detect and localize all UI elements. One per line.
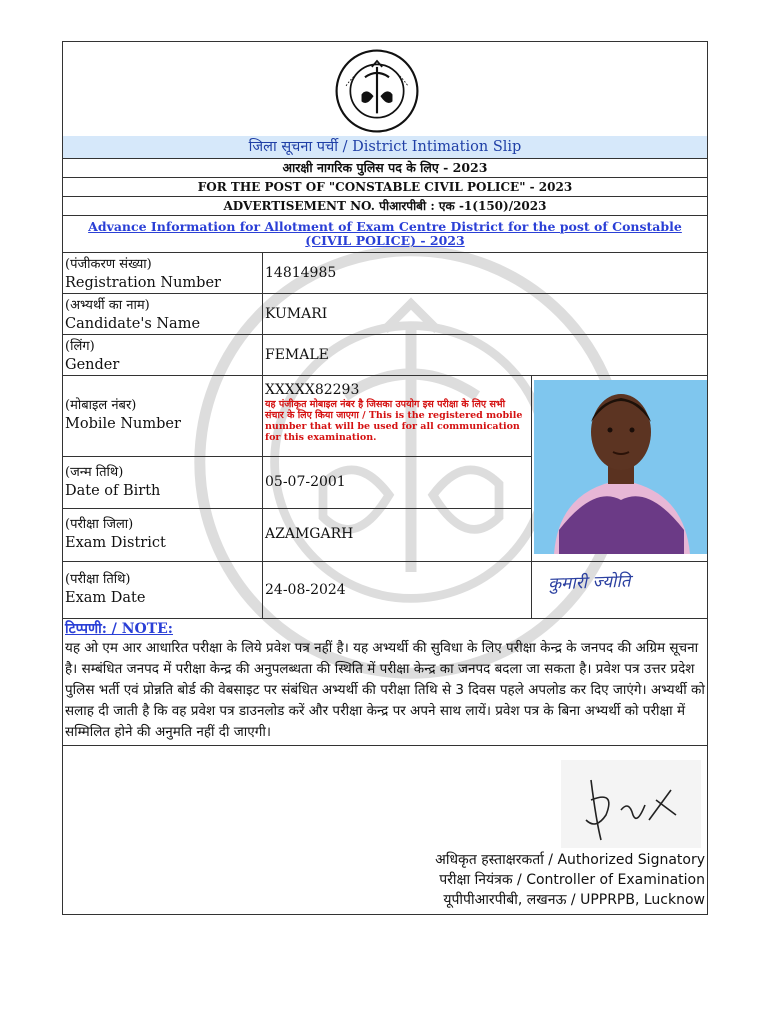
mobile-note: यह पंजीकृत मोबाइल नंबर है जिसका उपयोग इस परीक्षा के लिए सभी संचार के लिए किया जाएगा / This is the registered mobile number that will be used for all communication for this examination.	[265, 399, 523, 443]
gender-label	[63, 335, 263, 376]
exam-date-label	[63, 562, 263, 619]
district-label	[63, 509, 263, 562]
district-label-en: Exam District	[65, 535, 166, 551]
mobile-label-en: Mobile Number	[65, 416, 181, 432]
exam-date-label-en: Exam Date	[65, 590, 146, 606]
registration-label	[63, 253, 263, 294]
dob-label-hi: (जन्म तिथि)	[65, 465, 124, 480]
logo-area	[63, 42, 707, 137]
registration-label-en: Registration Number	[65, 275, 221, 291]
mobile-cell	[263, 376, 531, 457]
signatory-line1: अधिकृत हस्ताक्षरकर्ता / Authorized Signatory	[435, 852, 705, 868]
registration-label-hi: (पंजीकरण संख्या)	[65, 257, 152, 272]
mobile-value: XXXXX82293	[265, 382, 360, 398]
name-label-hi: (अभ्यर्थी का नाम)	[65, 298, 150, 313]
district-label-hi: (परीक्षा जिला)	[65, 517, 134, 532]
mobile-label	[63, 376, 263, 457]
exam-date-value: 24-08-2024	[263, 562, 531, 619]
exam-date-label-hi: (परीक्षा तिथि)	[65, 572, 131, 587]
note-heading: टिप्पणी: / NOTE:	[65, 621, 173, 637]
signatory-line2: परीक्षा नियंत्रक / Controller of Examination	[439, 872, 705, 888]
advertisement-number: ADVERTISEMENT NO. पीआरपीबी : एक -1(150)/2023	[63, 197, 707, 216]
intimation-slip	[62, 41, 708, 915]
mobile-label-hi: (मोबाइल नंबर)	[65, 398, 137, 413]
upprpb-logo-icon	[334, 48, 420, 134]
district-value: AZAMGARH	[263, 509, 531, 562]
candidate-photo	[534, 380, 708, 554]
post-hindi: आरक्षी नागरिक पुलिस पद के लिए - 2023	[63, 159, 707, 178]
gender-label-hi: (लिंग)	[65, 339, 95, 354]
advance-info-link[interactable]: Advance Information for Allotment of Exam Centre District for the post of Constable (CIVIL POLICE) - 2023	[63, 216, 707, 253]
registration-value: 14814985	[263, 253, 708, 294]
note-section	[63, 619, 707, 746]
name-value: KUMARI	[263, 294, 708, 335]
photo-cell	[531, 376, 708, 562]
slip-title: जिला सूचना पर्ची / District Intimation Slip	[63, 136, 707, 159]
authorized-signature-icon	[561, 760, 701, 848]
note-body: यह ओ एम आर आधारित परीक्षा के लिये प्रवेश पत्र नहीं है। यह अभ्यर्थी की सुविधा के लिए परीक्षा केन्द्र के जनपद की अग्रिम सूचना है। सम्बंधित जनपद में परीक्षा केन्द्र की अनुपलब्धता की स्थिति में परीक्षा केन्द्र का जनपद बदला जा सकता है। प्रवेश पत्र उत्तर प्रदेश पुलिस भर्ती एवं प्रोन्नति बोर्ड की वेबसाइट पर संबंधित अभ्यर्थी की परीक्षा तिथि से 3 दिवस पहले अपलोड कर दिए जाएंगे। अभ्यर्थी को सलाह दी जाती है कि वह प्रवेश पत्र डाउनलोड करें और परीक्षा केन्द्र पर अपने साथ लायें। प्रवेश पत्र के बिना अभ्यर्थी को परीक्षा में सम्मिलित होने की अनुमति नहीं दी जाएगी।	[65, 640, 705, 740]
candidate-signature-cell	[531, 562, 708, 619]
dob-label	[63, 457, 263, 509]
signatory-line3: यूपीपीआरपीबी, लखनऊ / UPPRPB, Lucknow	[443, 892, 705, 908]
post-english: FOR THE POST OF "CONSTABLE CIVIL POLICE" - 2023	[63, 178, 707, 197]
name-label-en: Candidate's Name	[65, 316, 201, 332]
signatory-block	[435, 850, 705, 910]
dob-value: 05-07-2001	[263, 457, 531, 509]
candidate-signature: कुमारी ज्योति	[547, 571, 631, 595]
name-label	[63, 294, 263, 335]
gender-label-en: Gender	[65, 357, 120, 373]
gender-value: FEMALE	[263, 335, 708, 376]
dob-label-en: Date of Birth	[65, 483, 161, 499]
